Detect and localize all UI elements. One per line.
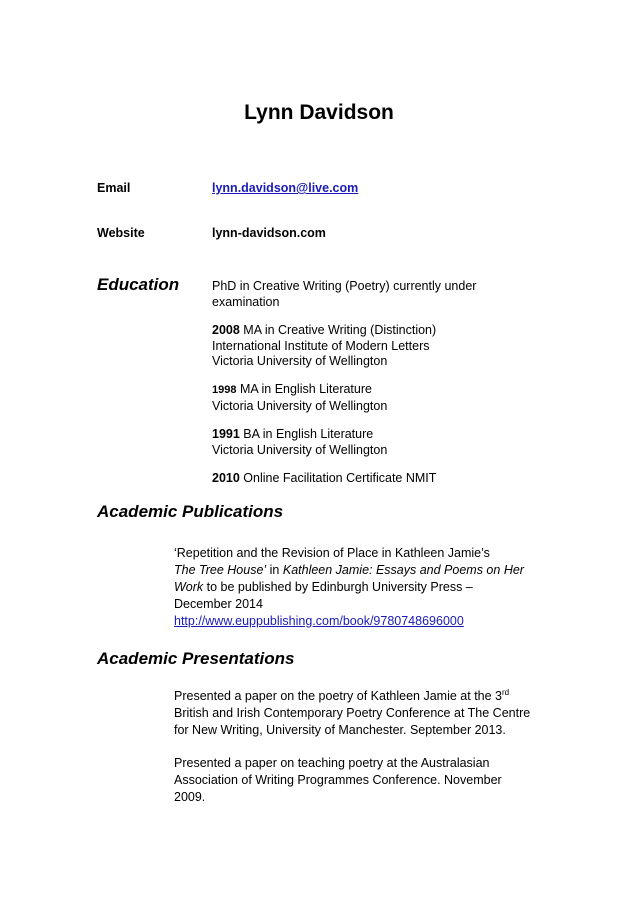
publication-text: in [266,563,283,577]
presentation-line: Association of Writing Programmes Conference. November [174,773,502,787]
publication-book-italic: Kathleen Jamie: Essays and Poems on Her [282,563,524,577]
education-heading: Education [97,275,180,294]
website-label: Website [97,226,145,240]
presentation-entry-1 [174,688,554,739]
education-entry-line: Victoria University of Wellington [212,354,388,369]
page-title: Lynn Davidson [244,101,394,124]
publication-line: ‘Repetition and the Revision of Place in Kathleen Jamie’s [174,546,490,560]
presentations-heading: Academic Presentations [97,649,295,668]
education-year: 1998 [212,384,237,396]
education-entry-certificate [212,471,572,487]
presentation-entry-2 [174,755,554,806]
presentation-line: Presented a paper on teaching poetry at the Australasian [174,756,490,770]
presentation-line: British and Irish Contemporary Poetry Conference at The Centre [174,706,531,720]
presentation-line: 2009. [174,790,206,804]
publication-book-italic: Work [174,580,204,594]
education-entry-line: International Institute of Modern Letters [212,338,430,353]
education-year: 1991 [212,427,240,441]
education-entry-line: MA in English Literature [236,382,372,396]
publication-text: to be published by Edinburgh University Press – [203,580,473,594]
email-label: Email [97,181,131,195]
education-entry-line: BA in English Literature [239,427,374,441]
presentation-line: for New Writing, University of Manchester. September 2013. [174,723,506,737]
publication-line [174,562,554,579]
publication-url-link[interactable]: http://www.euppublishing.com/book/9780748696000 [174,614,464,628]
publication-entry [174,545,554,630]
ordinal-suffix: rd [502,687,510,697]
education-entry-ma-creative [212,323,572,370]
presentation-line [174,688,554,705]
publication-title-italic: The Tree House’ [174,563,267,577]
presentation-text: Presented a paper on the poetry of Kathleen Jamie at the 3 [174,689,502,703]
education-entry-line: examination [212,294,280,309]
email-link[interactable]: lynn.davidson@live.com [212,181,359,195]
education-entry-line: Online Facilitation Certificate NMIT [239,471,437,485]
education-entry-ma-english [212,382,572,414]
publication-line [174,579,554,596]
education-entry-phd [212,279,572,310]
education-year: 2008 [212,323,240,337]
education-entry-ba [212,427,572,458]
education-entry-line: PhD in Creative Writing (Poetry) currently under [212,279,477,293]
education-entry-line: Victoria University of Wellington [212,398,388,413]
website-value: lynn-davidson.com [212,226,326,240]
education-entry-line: MA in Creative Writing (Distinction) [239,323,437,337]
publications-heading: Academic Publications [97,502,284,521]
education-entry-line: Victoria University of Wellington [212,442,388,457]
publication-line: December 2014 [174,597,263,611]
education-year: 2010 [212,471,240,485]
